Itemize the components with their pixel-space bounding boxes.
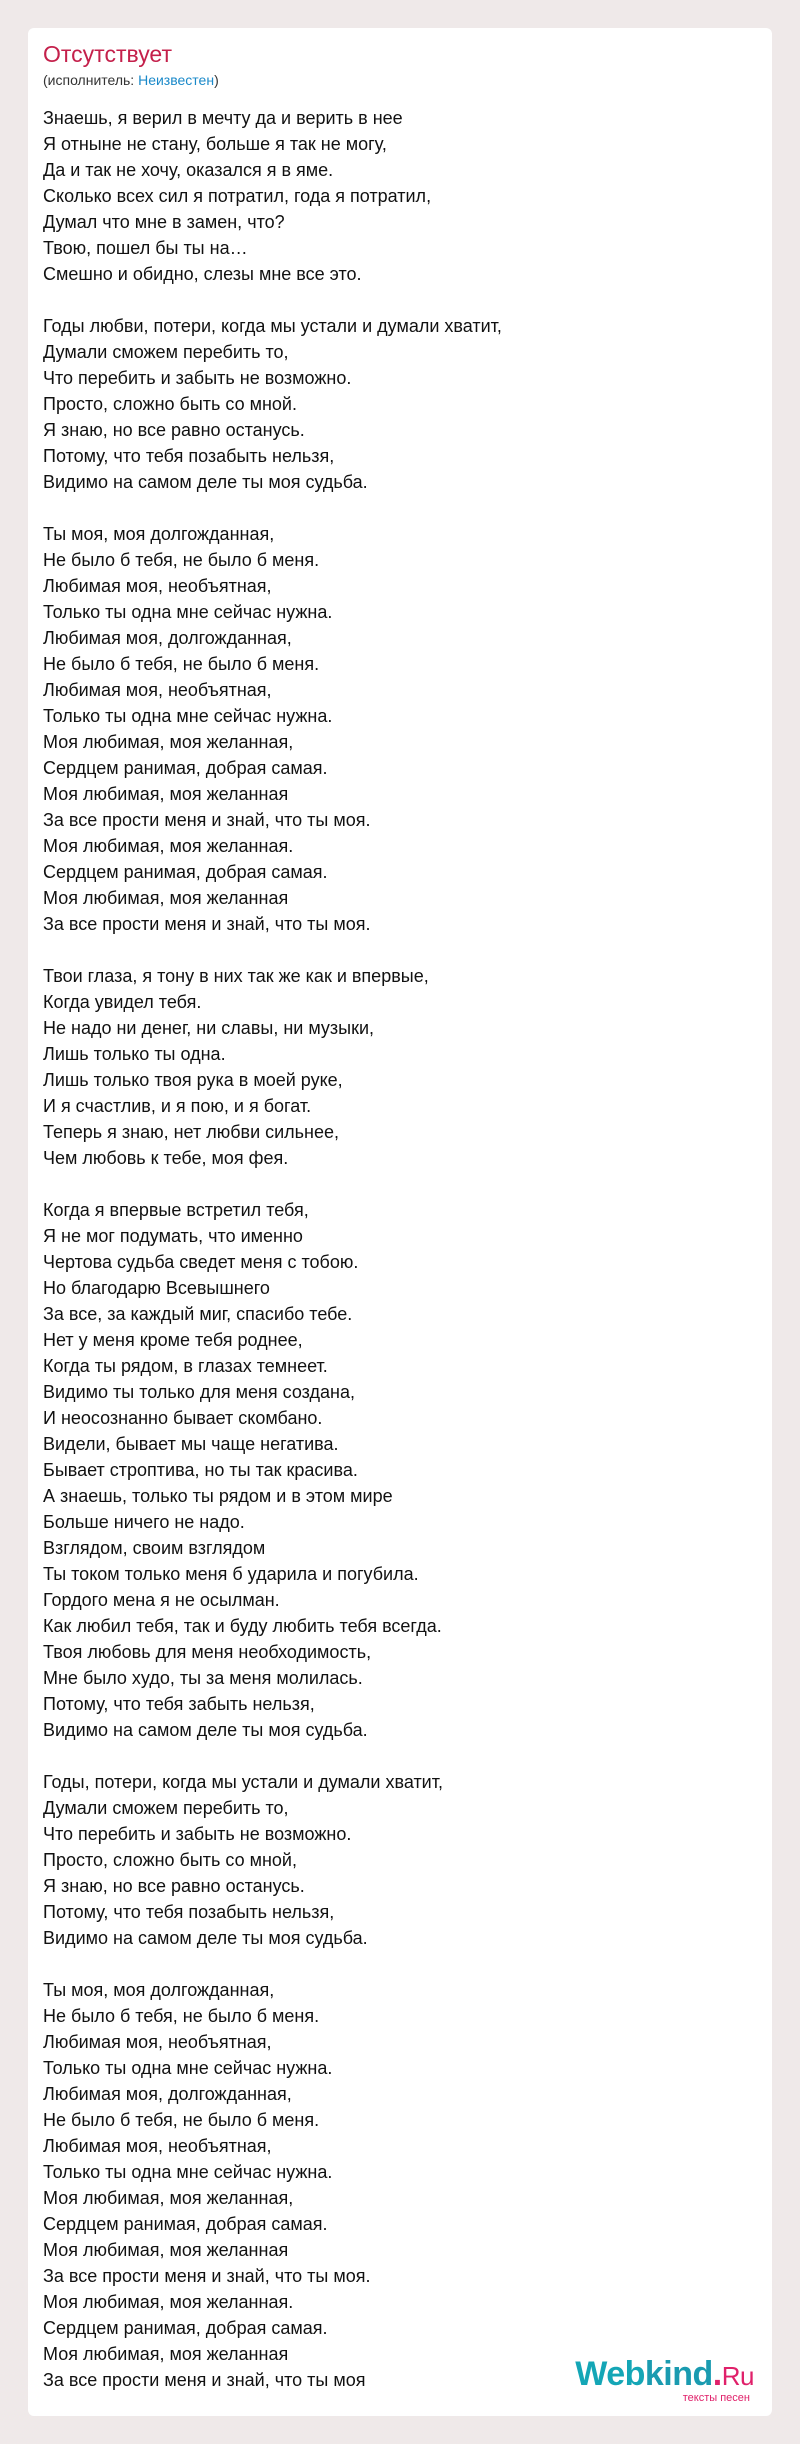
lyric-line: Моя любимая, моя желанная, xyxy=(43,2188,294,2208)
lyric-line: Думали сможем перебить то, xyxy=(43,342,289,362)
artist-prefix: (исполнитель: xyxy=(43,72,139,88)
lyric-line: Сердцем ранимая, добрая самая. xyxy=(43,2214,328,2234)
lyric-line: Годы любви, потери, когда мы устали и думали хватит, xyxy=(43,316,502,336)
lyric-line: И неосознанно бывает скомбано. xyxy=(43,1408,323,1428)
lyric-line: Я отныне не стану, больше я так не могу, xyxy=(43,134,387,154)
lyric-line: Сердцем ранимая, добрая самая. xyxy=(43,862,328,882)
stanza-gap xyxy=(43,1951,753,1977)
lyrics-card xyxy=(28,28,772,2416)
logo-tagline: тексты песен xyxy=(682,2392,750,2404)
lyric-line: Любимая моя, необъятная, xyxy=(43,680,272,700)
lyric-line: Моя любимая, моя желанная, xyxy=(43,732,294,752)
lyric-line: Видели, бывает мы чаще негатива. xyxy=(43,1434,339,1454)
lyric-line: Твоя любовь для меня необходимость, xyxy=(43,1642,372,1662)
stanza-gap xyxy=(43,1171,753,1197)
artist-link[interactable]: Неизвестен xyxy=(138,72,215,88)
lyric-line: Только ты одна мне сейчас нужна. xyxy=(43,2058,333,2078)
lyric-line: Только ты одна мне сейчас нужна. xyxy=(43,706,333,726)
logo-wordmark xyxy=(575,2356,754,2394)
lyric-line: Бывает строптива, но ты так красива. xyxy=(43,1460,358,1480)
artist-suffix: ) xyxy=(214,72,219,88)
lyric-line: Любимая моя, необъятная, xyxy=(43,2032,272,2052)
lyric-line: Что перебить и забыть не возможно. xyxy=(43,368,352,388)
lyric-line: Чертова судьба сведет меня с тобою. xyxy=(43,1252,359,1272)
lyric-line: Не было б тебя, не было б меня. xyxy=(43,2006,320,2026)
lyric-line: Потому, что тебя забыть нельзя, xyxy=(43,1694,315,1714)
lyric-line: Нет у меня кроме тебя роднее, xyxy=(43,1330,303,1350)
lyric-line: Сердцем ранимая, добрая самая. xyxy=(43,2318,328,2338)
lyric-line: Видимо на самом деле ты моя судьба. xyxy=(43,1928,368,1948)
lyric-line: Только ты одна мне сейчас нужна. xyxy=(43,602,333,622)
lyric-line: Потому, что тебя позабыть нельзя, xyxy=(43,446,335,466)
lyric-line: Моя любимая, моя желанная. xyxy=(43,2292,294,2312)
song-title: Отсутствует xyxy=(43,41,172,67)
stanza-gap xyxy=(43,287,753,313)
lyric-line: Я не мог подумать, что именно xyxy=(43,1226,303,1246)
lyric-line: Что перебить и забыть не возможно. xyxy=(43,1824,352,1844)
lyric-line: Только ты одна мне сейчас нужна. xyxy=(43,2162,333,2182)
lyric-line: Мне было худо, ты за меня молилась. xyxy=(43,1668,363,1688)
lyric-line: Моя любимая, моя желанная xyxy=(43,2240,289,2260)
lyric-line: Любимая моя, долгожданная, xyxy=(43,2084,292,2104)
lyric-line: Думал что мне в замен, что? xyxy=(43,212,285,232)
lyric-line: Видимо на самом деле ты моя судьба. xyxy=(43,1720,368,1740)
lyric-line: Сердцем ранимая, добрая самая. xyxy=(43,758,328,778)
stanza-gap xyxy=(43,1743,753,1769)
lyric-line: Когда я впервые встретил тебя, xyxy=(43,1200,309,1220)
logo-kind: kind xyxy=(644,2355,713,2393)
lyric-line: Моя любимая, моя желанная xyxy=(43,784,289,804)
lyric-line: Гордого мена я не осылман. xyxy=(43,1590,280,1610)
lyric-line: Да и так не хочу, оказался я в яме. xyxy=(43,160,334,180)
lyric-line: Видимо на самом деле ты моя судьба. xyxy=(43,472,368,492)
lyric-line: Когда увидел тебя. xyxy=(43,992,202,1012)
lyric-line: Не надо ни денег, ни славы, ни музыки, xyxy=(43,1018,375,1038)
lyric-line: Думали сможем перебить то, xyxy=(43,1798,289,1818)
lyric-line: За все прости меня и знай, что ты моя xyxy=(43,2370,366,2390)
lyric-line: Ты током только меня б ударила и погубила. xyxy=(43,1564,419,1584)
lyric-line: За все прости меня и знай, что ты моя. xyxy=(43,914,371,934)
lyric-line: Моя любимая, моя желанная xyxy=(43,888,289,908)
lyric-line: Годы, потери, когда мы устали и думали хватит, xyxy=(43,1772,443,1792)
lyric-line: Смешно и обидно, слезы мне все это. xyxy=(43,264,362,284)
lyric-line: Не было б тебя, не было б меня. xyxy=(43,550,320,570)
stanza xyxy=(43,105,753,287)
logo-ru: Ru xyxy=(721,2361,754,2391)
lyric-line: Чем любовь к тебе, моя фея. xyxy=(43,1148,289,1168)
lyric-line: Видимо ты только для меня создана, xyxy=(43,1382,355,1402)
stanza xyxy=(43,1769,753,1951)
webkind-logo[interactable] xyxy=(575,2356,754,2404)
stanza xyxy=(43,521,753,937)
lyric-line: Любимая моя, необъятная, xyxy=(43,2136,272,2156)
lyric-line: Любимая моя, необъятная, xyxy=(43,576,272,596)
lyric-line: И я счастлив, и я пою, и я богат. xyxy=(43,1096,312,1116)
lyric-line: За все прости меня и знай, что ты моя. xyxy=(43,2266,371,2286)
lyric-line: Не было б тебя, не было б меня. xyxy=(43,654,320,674)
lyric-line: Когда ты рядом, в глазах темнеет. xyxy=(43,1356,328,1376)
lyric-line: Сколько всех сил я потратил, года я потратил, xyxy=(43,186,432,206)
lyric-line: Просто, сложно быть со мной, xyxy=(43,1850,297,1870)
stanza xyxy=(43,1977,753,2393)
lyric-line: Лишь только ты одна. xyxy=(43,1044,226,1064)
stanza-gap xyxy=(43,495,753,521)
lyric-line: Я знаю, но все равно останусь. xyxy=(43,420,305,440)
lyric-line: А знаешь, только ты рядом и в этом мире xyxy=(43,1486,393,1506)
lyric-line: Моя любимая, моя желанная xyxy=(43,2344,289,2364)
lyric-line: Я знаю, но все равно останусь. xyxy=(43,1876,305,1896)
lyric-line: Ты моя, моя долгожданная, xyxy=(43,524,275,544)
stanza xyxy=(43,963,753,1171)
lyric-line: За все прости меня и знай, что ты моя. xyxy=(43,810,371,830)
lyrics-text xyxy=(43,105,753,2393)
lyric-line: Любимая моя, долгожданная, xyxy=(43,628,292,648)
lyric-line: Лишь только твоя рука в моей руке, xyxy=(43,1070,343,1090)
lyric-line: Потому, что тебя позабыть нельзя, xyxy=(43,1902,335,1922)
lyric-line: Но благодарю Всевышнего xyxy=(43,1278,270,1298)
lyric-line: Взглядом, своим взглядом xyxy=(43,1538,266,1558)
lyric-line: Как любил тебя, так и буду любить тебя всегда. xyxy=(43,1616,442,1636)
stanza xyxy=(43,1197,753,1743)
artist-line xyxy=(43,71,219,89)
stanza xyxy=(43,313,753,495)
lyric-line: Ты моя, моя долгожданная, xyxy=(43,1980,275,2000)
lyric-line: Больше ничего не надо. xyxy=(43,1512,245,1532)
stanza-gap xyxy=(43,937,753,963)
lyric-line: Просто, сложно быть со мной. xyxy=(43,394,297,414)
lyric-line: Знаешь, я верил в мечту да и верить в нее xyxy=(43,108,403,128)
lyric-line: Твою, пошел бы ты на… xyxy=(43,238,248,258)
lyric-line: Моя любимая, моя желанная. xyxy=(43,836,294,856)
lyric-line: Твои глаза, я тону в них так же как и впервые, xyxy=(43,966,429,986)
lyric-line: Теперь я знаю, нет любви сильнее, xyxy=(43,1122,340,1142)
logo-web: Web xyxy=(575,2355,645,2393)
lyric-line: Не было б тебя, не было б меня. xyxy=(43,2110,320,2130)
logo-dot: . xyxy=(712,2355,722,2393)
lyric-line: За все, за каждый миг, спасибо тебе. xyxy=(43,1304,353,1324)
